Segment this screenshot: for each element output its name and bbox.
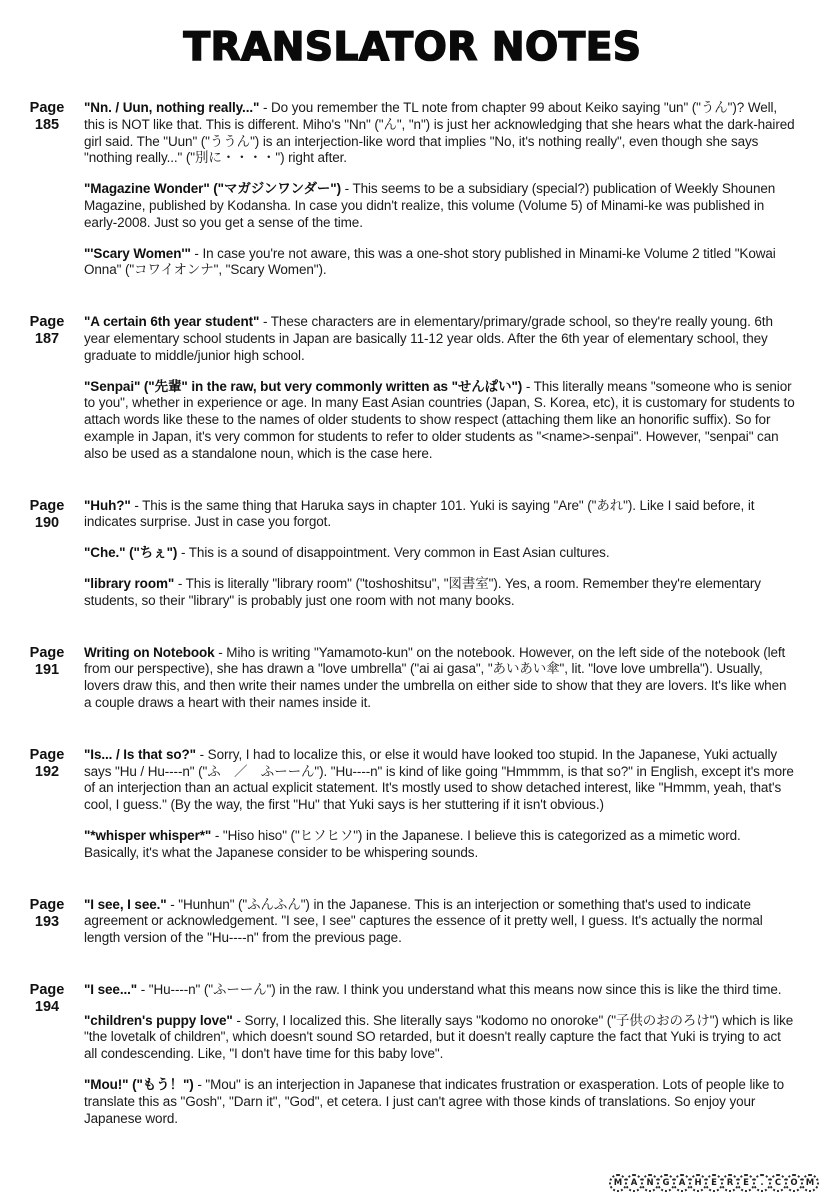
watermark-letter: E	[737, 1174, 755, 1192]
page-indicator	[22, 498, 72, 532]
watermark-letter: E	[705, 1174, 723, 1192]
note-lead: "I see, I see."	[84, 896, 167, 912]
page-label: Page	[29, 981, 65, 998]
note-lead: "*whisper whisper*"	[84, 827, 212, 843]
notes-col	[72, 747, 803, 876]
translator-note	[84, 498, 797, 532]
page-section	[22, 897, 803, 961]
note-body: - In case you're not aware, this was a one-shot story published in Minami-ke Volume 2 titled "Kowai Onna" ("コワイオンナ", "Scary Women").	[84, 245, 776, 278]
notes-col	[72, 897, 803, 961]
note-lead: "Magazine Wonder" ("マガジンワンダー")	[84, 181, 341, 197]
note-lead: "Nn. / Uun, nothing really..."	[84, 100, 260, 115]
note-lead: "library room"	[84, 575, 175, 591]
watermark-letter: O	[785, 1174, 803, 1192]
page-label: Page	[29, 314, 65, 331]
note-body: - "Hiso hiso" ("ヒソヒソ") in the Japanese. I believe this is categorized as a mimetic word. Basically, it's what the Japanese consider to be whispering sounds.	[84, 827, 741, 860]
page-number: 192	[34, 763, 60, 780]
page-label: Page	[29, 497, 65, 514]
notes-list	[0, 70, 825, 1141]
note-lead: "Huh?"	[84, 497, 131, 513]
page-number: 193	[34, 913, 60, 930]
note-body: - "Mou" is an interjection in Japanese that indicates frustration or exasperation. Lots of people like to translate this as "Gosh", "Darn it", "God", et cetera. I just can't agree with those kinds of translations. So enjoy your Japanese word.	[84, 1077, 785, 1126]
page-label: Page	[29, 896, 65, 913]
note-body: - This literally means "someone who is senior to you", whether in experience or age. In many East Asian countries (Japan, S. Korea, etc), it is customary for students to attach words like these to the names of older students to show respect (attaching them like an honorific suffix). So for example in Japan, it's very common for students to refer to older students as "<name>-senpai". However, "senpai" can also be used as a standalone noun, which is the case here.	[84, 378, 795, 461]
page-indicator	[22, 314, 72, 348]
page-number: 185	[34, 117, 60, 133]
watermark-letter: H	[689, 1174, 707, 1192]
page-indicator	[22, 982, 72, 1016]
translator-note	[84, 828, 797, 862]
watermark-letter: C	[769, 1174, 787, 1192]
notes-col	[72, 982, 803, 1142]
note-body: - Sorry, I had to localize this, or else it would have looked too stupid. In the Japanese, Yuki actually says "Hu / Hu----n" ("ふ ／ ふーーん"). "Hu----n" is kind of like going "Hmmmm, is that so?" in English, except it's more of an interjection than an actual explicit statement. It's mostly used to show detached interest, like "Hmmm, yeah, that's cool, I guess." (By the way, the first "Hu" that Yuki says is her stuttering if it isn't obvious.)	[84, 746, 794, 813]
note-lead: "A certain 6th year student"	[84, 314, 260, 330]
page-indicator	[22, 100, 72, 134]
watermark-letter: A	[625, 1174, 643, 1192]
notes-col	[72, 645, 803, 726]
translator-note	[84, 1013, 797, 1063]
watermark-letter: M	[801, 1174, 819, 1192]
notes-col	[72, 498, 803, 624]
note-body: - This is the same thing that Haruka says in chapter 101. Yuki is saying "Are" ("あれ"). Like I said before, it indicates surprise. Just in case you forgot.	[84, 497, 755, 530]
note-lead: "Mou!" ("もう！")	[84, 1077, 194, 1093]
watermark-letter: A	[673, 1174, 691, 1192]
note-lead: "Che." ("ちぇ")	[84, 545, 178, 561]
translator-note	[84, 100, 797, 167]
notes-col	[72, 100, 803, 293]
page-section	[22, 314, 803, 476]
translator-note	[84, 982, 797, 999]
note-lead: "Senpai" ("先輩" in the raw, but very commonly written as "せんぱい")	[84, 378, 523, 394]
note-body: - Sorry, I localized this. She literally says "kodomo no onoroke" ("子供のおのろけ") which is like "the lovetalk of children", which doesn't sound SO retarded, but it doesn't really capture the fact that Yuki is trying to act all condescending. Like, "I don't have time for this baby love".	[84, 1012, 794, 1062]
watermark-letter: M	[609, 1174, 627, 1192]
note-body: - This is literally "library room" ("toshoshitsu", "図書室"). Yes, a room. Remember they're elementary students, so their "library" is probably just one room with not many books.	[84, 575, 761, 608]
note-lead: "children's puppy love"	[84, 1012, 233, 1028]
note-lead: "I see..."	[84, 981, 138, 997]
note-body: - "Hu----n" ("ふーーん") in the raw. I think you understand what this means now since this is like the third time.	[140, 981, 782, 997]
translator-note	[84, 747, 797, 814]
note-body: - "Hunhun" ("ふんふん") in the Japanese. This is an interjection or something that's used to indicate agreement or acknowledgement. "I see, I see" captures the essence of it pretty well, I guess. It's actually the normal length version of the "Hu----n" from the previous page.	[84, 896, 763, 946]
page-number: 190	[34, 514, 60, 531]
page-section	[22, 747, 803, 876]
translator-note	[84, 897, 797, 947]
translator-note	[84, 181, 797, 231]
mangahere-watermark	[611, 1174, 819, 1192]
note-lead: "Is... / Is that so?"	[84, 746, 196, 762]
watermark-letter: N	[641, 1174, 659, 1192]
page-label: Page	[29, 644, 65, 661]
note-body: - These characters are in elementary/primary/grade school, so they're really young. 6th year elementary school students in Japan are basically 11-12 year olds. After the 6th year of elementary school, they graduate to middle/junior high school.	[84, 314, 773, 363]
page-indicator	[22, 747, 72, 781]
note-body: - This seems to be a subsidiary (special?) publication of Weekly Shounen Magazine, published by Kodansha. In case you didn't realize, this volume (Volume 5) of Minami-ke was published in early-2008. Just so you get a sense of the time.	[84, 181, 776, 230]
note-lead: Writing on Notebook	[84, 644, 215, 660]
translator-note	[84, 545, 797, 562]
page-number: 187	[34, 331, 60, 348]
page-label: Page	[29, 746, 65, 763]
watermark-letter: G	[657, 1174, 675, 1192]
note-lead: "'Scary Women'"	[84, 245, 191, 261]
note-body: - This is a sound of disappointment. Very common in East Asian cultures.	[180, 545, 610, 561]
page-indicator	[22, 645, 72, 679]
translator-note	[84, 379, 797, 463]
notes-col	[72, 314, 803, 476]
page-number: 191	[34, 661, 60, 678]
watermark-letter: R	[721, 1174, 739, 1192]
page-title: TRANSLATOR NOTES	[183, 25, 642, 70]
watermark-letter: .	[753, 1174, 771, 1192]
page-number: 194	[34, 998, 60, 1015]
translator-note	[84, 246, 797, 280]
page-section	[22, 498, 803, 624]
page-section	[22, 645, 803, 726]
note-body: - Do you remember the TL note from chapter 99 about Keiko saying "un" ("うん")? Well, this is NOT like that. This is different. Miho's "Nn" ("ん", "n") is just her acknowledging that she hears what the dark-haired girl said. The "Uun" ("ううん") is an interjection-like word that implies "No, it's nothing really", even though she says "nothing really..." ("別に・・・・") right after.	[84, 100, 795, 166]
page-indicator	[22, 897, 72, 931]
page-label: Page	[29, 100, 65, 116]
translator-note	[84, 314, 797, 364]
page-section	[22, 100, 803, 293]
translator-note	[84, 645, 797, 712]
page-section	[22, 982, 803, 1142]
translator-note	[84, 1077, 797, 1127]
note-body: - Miho is writing "Yamamoto-kun" on the notebook. However, on the left side of the notebook (left from our perspective), she has drawn a "love umbrella" ("ai ai gasa", "あいあい傘", lit. "love love umbrella"). Usually, lovers draw this, and then write their names under the umbrella on either side to show that they are lovers. It's like when a couple draws a heart with their names inside it.	[84, 644, 787, 710]
translator-note	[84, 576, 797, 610]
